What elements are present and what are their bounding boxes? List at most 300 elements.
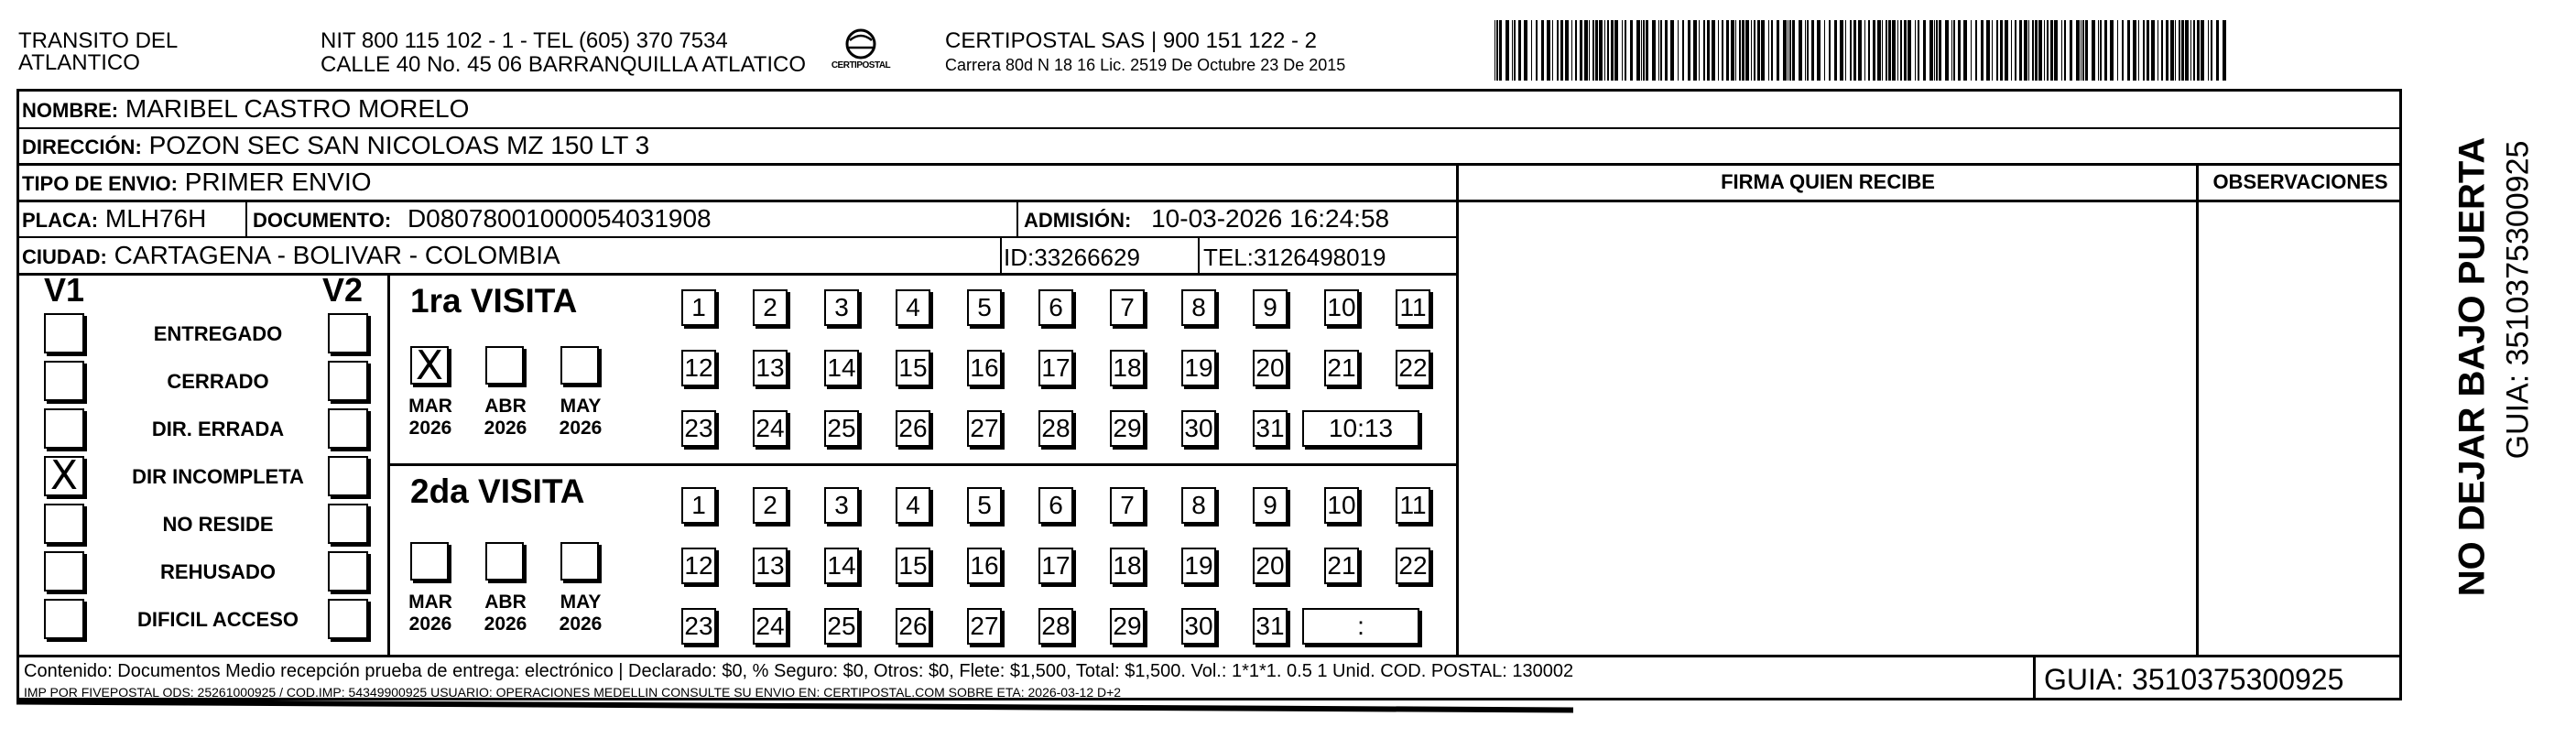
day-box[interactable]: 28 (1038, 410, 1073, 447)
barcode-bar (1496, 20, 1498, 81)
day-box[interactable]: 12 (681, 548, 716, 584)
footer-guide: GUIA: 3510375300925 (2044, 663, 2344, 696)
address-row (22, 132, 649, 161)
barcode-bar (1824, 20, 1825, 81)
side-guide: GUIA: 3510375300925 (2500, 140, 2536, 460)
issuer-nit: NIT 800 115 102 - 1 - TEL (605) 370 7534 (321, 28, 728, 53)
day-box[interactable]: 25 (824, 608, 859, 645)
side-text-area (2418, 99, 2536, 630)
barcode-bar (2151, 20, 2155, 81)
barcode-bar (1547, 20, 1550, 81)
barcode-bar (1703, 20, 1705, 81)
barcode-bar (1622, 20, 1623, 81)
barcode-bar (1829, 20, 1831, 81)
status-label: DIR. ERRADA (151, 418, 285, 440)
shipment-row (22, 168, 372, 198)
rule (1016, 200, 1018, 236)
rule (16, 236, 1458, 238)
barcode-bar (2143, 20, 2145, 81)
day-box[interactable]: 3 (824, 487, 859, 524)
rule (16, 273, 1458, 276)
visit2-title: 2da VISITA (410, 472, 585, 510)
barcode-bar (2223, 20, 2226, 81)
barcode-bar (1897, 20, 1898, 81)
day-box[interactable]: 17 (1038, 350, 1073, 386)
barcode-bar (2050, 20, 2053, 81)
barcode-bar (1915, 20, 1916, 81)
barcode-bar (2092, 20, 2095, 81)
id-cell (1004, 244, 1140, 271)
barcode-bar (1799, 20, 1802, 81)
day-box[interactable]: 31 (1253, 410, 1288, 447)
barcode-bar (1992, 20, 1993, 81)
signature-column-header: FIRMA QUIEN RECIBE (1721, 170, 1935, 193)
status-label: DIFICIL ACCESO (136, 608, 299, 631)
day-box[interactable]: 18 (1110, 350, 1145, 386)
barcode-bar (2038, 20, 2042, 81)
contents-line: Contenido: Documentos Medio recepción prueba de entrega: electrónico | Declarado: $0, % Seguro: $0, Otros: $0, Flete: $1,500, Total: $1,500. Vol.: 1*1*1. 0.5 1 Unid. COD. POSTAL: 130002 (24, 661, 1574, 681)
barcode-bar (2064, 20, 2066, 81)
day-box[interactable]: 24 (753, 410, 788, 447)
status-label: DIR INCOMPLETA (132, 465, 304, 488)
issuer-name-line2: ATLANTICO (18, 50, 140, 75)
year-label: 2026 (408, 418, 452, 439)
tel-cell (1203, 244, 1386, 271)
day-box[interactable]: 24 (753, 608, 788, 645)
document-label: DOCUMENTO: (253, 209, 392, 232)
day-box[interactable]: 8 (1181, 487, 1216, 524)
barcode-bar (1641, 20, 1642, 81)
v2-checkbox[interactable] (328, 504, 368, 544)
day-box[interactable]: 15 (896, 350, 930, 386)
barcode-bar (1607, 20, 1609, 81)
v2-checkbox[interactable] (328, 551, 368, 592)
day-box[interactable]: 15 (896, 548, 930, 584)
barcode-bar (1908, 20, 1911, 81)
barcode-bar (1754, 20, 1755, 81)
barcode-bar (1853, 20, 1856, 81)
month-label: ABR (484, 592, 527, 613)
recipient-address: POZON SEC SAN NICOLOAS MZ 150 LT 3 (148, 131, 650, 159)
rule (1198, 236, 1200, 273)
month-label: MAR (408, 592, 452, 613)
visit-time[interactable]: : (1302, 608, 1419, 645)
day-box[interactable]: 12 (681, 350, 716, 386)
year-label: 2026 (559, 613, 603, 635)
barcode-bar (2122, 20, 2124, 81)
barcode-bar (1981, 20, 1984, 81)
day-box[interactable]: 9 (1253, 289, 1288, 326)
rule (387, 463, 1459, 466)
plate-value: MLH76H (104, 204, 207, 233)
shipment-label: TIPO DE ENVIO: (22, 172, 178, 195)
barcode-bar (1541, 20, 1544, 81)
visit-time[interactable]: 10:13 (1302, 410, 1419, 447)
month-label: MAY (560, 396, 602, 417)
day-box[interactable]: 16 (967, 350, 1002, 386)
barcode-bar (1552, 20, 1553, 81)
issuer-address: CALLE 40 No. 45 06 BARRANQUILLA ATLATICO (321, 52, 807, 77)
v1-checkbox[interactable] (44, 361, 84, 401)
day-box[interactable]: 20 (1253, 548, 1288, 584)
visit1-title: 1ra VISITA (410, 282, 578, 320)
v2-checkbox[interactable] (328, 456, 368, 496)
admission-label: ADMISIÓN: (1024, 209, 1132, 232)
barcode-bar (1817, 20, 1821, 81)
day-box[interactable]: 26 (896, 608, 930, 645)
barcode-bar (2100, 20, 2102, 81)
barcode-bar (2185, 20, 2189, 81)
city-cell (22, 242, 560, 271)
id-value: 33266629 (1034, 244, 1140, 271)
barcode-bar (2035, 20, 2038, 81)
rule (245, 200, 247, 236)
day-box[interactable]: 23 (681, 410, 716, 447)
day-box[interactable]: 8 (1181, 289, 1216, 326)
barcode-bar (2138, 20, 2139, 81)
barcode-bar (2061, 20, 2062, 81)
barcode-bar (1625, 20, 1626, 81)
side-notice: NO DEJAR BAJO PUERTA (2451, 136, 2493, 597)
barcode-bar (1580, 20, 1582, 81)
status-label: NO RESIDE (162, 513, 274, 536)
carrier-name: CERTIPOSTAL SAS | 900 151 122 - 2 (945, 28, 1317, 53)
barcode-bar (2161, 20, 2163, 81)
certipostal-logo (824, 27, 897, 81)
address-label: DIRECCIÓN: (22, 136, 142, 158)
city-value: CARTAGENA - BOLIVAR - COLOMBIA (114, 241, 560, 269)
day-box[interactable]: 10 (1324, 289, 1359, 326)
observations-column-header: OBSERVACIONES (2212, 170, 2388, 193)
barcode-bar (1892, 20, 1896, 81)
barcode-bar (2085, 20, 2088, 81)
barcode-bar (1768, 20, 1769, 81)
day-box[interactable]: 5 (967, 487, 1002, 524)
barcode-bar (1518, 20, 1521, 81)
day-box[interactable]: 3 (824, 289, 859, 326)
rule (16, 127, 2402, 129)
barcode-bar (1996, 20, 1998, 81)
day-box[interactable]: 9 (1253, 487, 1288, 524)
v1-checkbox[interactable] (44, 504, 84, 544)
barcode-bar (1877, 20, 1881, 81)
day-box[interactable]: 19 (1181, 548, 1216, 584)
v2-checkbox[interactable] (328, 408, 368, 449)
barcode-bar (1929, 20, 1933, 81)
day-box[interactable]: 2 (753, 487, 788, 524)
barcode (1495, 18, 2227, 82)
barcode-bar (2166, 20, 2168, 81)
day-box[interactable]: 14 (824, 548, 859, 584)
barcode-bar (2175, 20, 2176, 81)
day-box[interactable]: 30 (1181, 608, 1216, 645)
barcode-bar (1771, 20, 1773, 81)
day-box[interactable]: 16 (967, 548, 1002, 584)
barcode-bar (1923, 20, 1926, 81)
month-checkbox[interactable] (485, 346, 524, 385)
rule (1000, 236, 1002, 273)
barcode-bar (1682, 20, 1684, 81)
barcode-bar (1670, 20, 1674, 81)
barcode-bar (1953, 20, 1955, 81)
logo-wordmark: CERTIPOSTAL (831, 60, 891, 71)
barcode-bar (2028, 20, 2029, 81)
barcode-bar (1742, 20, 1745, 81)
v1-header: V1 (44, 271, 85, 309)
tel-value: 3126498019 (1253, 244, 1386, 271)
v1-checkbox[interactable] (44, 599, 84, 639)
barcode-bar (1726, 20, 1729, 81)
month-checkbox[interactable] (560, 542, 599, 581)
barcode-bar (1646, 20, 1648, 81)
barcode-bar (2000, 20, 2003, 81)
day-box[interactable]: 21 (1324, 350, 1359, 386)
barcode-bar (1951, 20, 1952, 81)
barcode-bar (1888, 20, 1891, 81)
barcode-bar (1958, 20, 1961, 81)
barcode-bar (1699, 20, 1700, 81)
barcode-bar (1536, 20, 1538, 81)
barcode-bar (1565, 20, 1569, 81)
day-box[interactable]: 28 (1038, 608, 1073, 645)
barcode-bar (2133, 20, 2136, 81)
rule (16, 655, 2402, 657)
barcode-bar (2047, 20, 2049, 81)
barcode-bar (2015, 20, 2016, 81)
v1-checkbox[interactable]: X (44, 456, 84, 496)
barcode-bar (1524, 20, 1527, 81)
barcode-bar (1939, 20, 1941, 81)
barcode-bar (1571, 20, 1572, 81)
day-box[interactable]: 2 (753, 289, 788, 326)
barcode-bar (1643, 20, 1645, 81)
v2-checkbox[interactable] (328, 599, 368, 639)
barcode-bar (1595, 20, 1598, 81)
barcode-bar (1614, 20, 1618, 81)
day-box[interactable]: 4 (896, 487, 930, 524)
scan-edge (16, 700, 1573, 713)
month-checkbox[interactable] (485, 542, 524, 581)
admission-value: 10-03-2026 16:24:58 (1151, 204, 1390, 233)
rule (16, 163, 2402, 166)
status-label: ENTREGADO (153, 322, 283, 345)
barcode-bar (1652, 20, 1656, 81)
barcode-bar (2201, 20, 2204, 81)
barcode-bar (1514, 20, 1516, 81)
barcode-bar (2110, 20, 2114, 81)
day-box[interactable]: 25 (824, 410, 859, 447)
document-cell (253, 205, 712, 234)
day-box[interactable]: 19 (1181, 350, 1216, 386)
barcode-bar (2211, 20, 2212, 81)
day-box[interactable]: 4 (896, 289, 930, 326)
v2-checkbox[interactable] (328, 313, 368, 353)
issuer-name-line1: TRANSITO DEL (18, 28, 179, 53)
day-box[interactable]: 27 (967, 608, 1002, 645)
barcode-bar (1560, 20, 1563, 81)
barcode-bar (2117, 20, 2118, 81)
barcode-bar (1858, 20, 1862, 81)
barcode-bar (2054, 20, 2058, 81)
barcode-bar (1636, 20, 1640, 81)
barcode-bar (2208, 20, 2209, 81)
barcode-bar (2005, 20, 2008, 81)
barcode-bar (2032, 20, 2034, 81)
day-box[interactable]: 20 (1253, 350, 1288, 386)
document-value: D08078001000054031908 (407, 204, 712, 233)
barcode-bar (2082, 20, 2084, 81)
barcode-bar (2076, 20, 2080, 81)
status-label: REHUSADO (160, 560, 276, 583)
barcode-bar (1805, 20, 1806, 81)
day-box[interactable]: 11 (1396, 487, 1430, 524)
id-label: ID: (1004, 244, 1035, 271)
barcode-bar (2098, 20, 2099, 81)
barcode-bar (1868, 20, 1870, 81)
barcode-bar (1712, 20, 1715, 81)
barcode-bar (1757, 20, 1760, 81)
day-box[interactable]: 5 (967, 289, 1002, 326)
barcode-bar (2197, 20, 2200, 81)
barcode-bar (2044, 20, 2045, 81)
barcode-bar (2104, 20, 2107, 81)
day-box[interactable]: 11 (1396, 289, 1430, 326)
day-box[interactable]: 13 (753, 350, 788, 386)
barcode-bar (1592, 20, 1594, 81)
barcode-bar (1789, 20, 1791, 81)
barcode-bar (1792, 20, 1795, 81)
month-checkbox[interactable]: X (410, 346, 449, 385)
barcode-bar (1745, 20, 1749, 81)
barcode-bar (2127, 20, 2130, 81)
day-box[interactable]: 27 (967, 410, 1002, 447)
day-box[interactable]: 26 (896, 410, 930, 447)
plate-label: PLACA: (22, 209, 99, 232)
barcode-bar (1658, 20, 1659, 81)
admission-cell (1024, 205, 1389, 234)
barcode-bar (1761, 20, 1765, 81)
day-box[interactable]: 13 (753, 548, 788, 584)
day-box[interactable]: 31 (1253, 608, 1288, 645)
day-box[interactable]: 6 (1038, 289, 1073, 326)
day-box[interactable]: 30 (1181, 410, 1216, 447)
barcode-bar (1918, 20, 1919, 81)
barcode-bar (1688, 20, 1690, 81)
barcode-bar (1735, 20, 1736, 81)
day-box[interactable]: 22 (1396, 350, 1430, 386)
barcode-bar (2190, 20, 2191, 81)
month-checkbox[interactable] (560, 346, 599, 385)
v1-checkbox[interactable] (44, 551, 84, 592)
year-label: 2026 (559, 418, 603, 439)
day-box[interactable]: 7 (1110, 289, 1145, 326)
barcode-bar (2170, 20, 2174, 81)
barcode-bar (1718, 20, 1719, 81)
barcode-bar (2179, 20, 2180, 81)
barcode-bar (1840, 20, 1843, 81)
barcode-bar (1604, 20, 1605, 81)
carrier-license: Carrera 80d N 18 16 Lic. 2519 De Octubre 23 De 2015 (945, 56, 1346, 74)
day-box[interactable]: 21 (1324, 548, 1359, 584)
barcode-bar (1707, 20, 1710, 81)
barcode-bar (1886, 20, 1887, 81)
barcode-bar (1505, 20, 1509, 81)
day-box[interactable]: 17 (1038, 548, 1073, 584)
barcode-bar (2070, 20, 2072, 81)
month-checkbox[interactable] (410, 542, 449, 581)
barcode-bar (1963, 20, 1967, 81)
day-box[interactable]: 10 (1324, 487, 1359, 524)
month-label: MAR (408, 396, 452, 417)
day-box[interactable]: 18 (1110, 548, 1145, 584)
barcode-bar (1900, 20, 1902, 81)
barcode-bar (1599, 20, 1603, 81)
plate-cell (22, 205, 206, 234)
barcode-bar (1512, 20, 1513, 81)
barcode-bar (1934, 20, 1935, 81)
barcode-bar (2011, 20, 2012, 81)
barcode-bar (1777, 20, 1779, 81)
rule (1456, 163, 1459, 656)
barcode-bar (1739, 20, 1741, 81)
print-line: IMP POR FIVEPOSTAL ODS: 25261000925 / COD.IMP: 54349900925 USUARIO: OPERACIONES MEDELLIN CONSULTE SU ENVIO EN: CERTIPOSTAL.COM SOBRE ETA: 2026-03-12 D+2 (24, 685, 1122, 700)
year-label: 2026 (408, 613, 452, 635)
recipient-name: MARIBEL CASTRO MORELO (125, 94, 470, 123)
rule (387, 273, 390, 656)
barcode-bar (1936, 20, 1938, 81)
tel-label: TEL: (1203, 244, 1254, 271)
barcode-bar (1731, 20, 1734, 81)
day-box[interactable]: 14 (824, 350, 859, 386)
barcode-bar (1693, 20, 1697, 81)
city-label: CIUDAD: (22, 245, 107, 268)
barcode-bar (1575, 20, 1577, 81)
barcode-bar (1678, 20, 1679, 81)
barcode-bar (1499, 20, 1502, 81)
barcode-bar (1904, 20, 1907, 81)
barcode-bar (2147, 20, 2149, 81)
day-box[interactable]: 6 (1038, 487, 1073, 524)
barcode-bar (1751, 20, 1752, 81)
year-label: 2026 (484, 418, 527, 439)
v1-checkbox[interactable] (44, 408, 84, 449)
day-box[interactable]: 7 (1110, 487, 1145, 524)
barcode-bar (1660, 20, 1662, 81)
barcode-bar (1873, 20, 1875, 81)
barcode-bar (1986, 20, 1990, 81)
year-label: 2026 (484, 613, 527, 635)
barcode-bar (1807, 20, 1809, 81)
barcode-bar (1811, 20, 1814, 81)
rule (2196, 163, 2199, 656)
day-box[interactable]: 23 (681, 608, 716, 645)
day-box[interactable]: 1 (681, 487, 716, 524)
v2-checkbox[interactable] (328, 361, 368, 401)
v1-checkbox[interactable] (44, 313, 84, 353)
v2-header: V2 (322, 271, 364, 309)
barcode-bar (2193, 20, 2195, 81)
barcode-bar (1665, 20, 1668, 81)
day-box[interactable]: 29 (1110, 608, 1145, 645)
barcode-bar (1584, 20, 1588, 81)
day-box[interactable]: 29 (1110, 410, 1145, 447)
day-box[interactable]: 22 (1396, 548, 1430, 584)
barcode-bar (1975, 20, 1977, 81)
barcode-bar (1850, 20, 1852, 81)
barcode-bar (1945, 20, 1949, 81)
barcode-bar (1834, 20, 1837, 81)
day-box[interactable]: 1 (681, 289, 716, 326)
